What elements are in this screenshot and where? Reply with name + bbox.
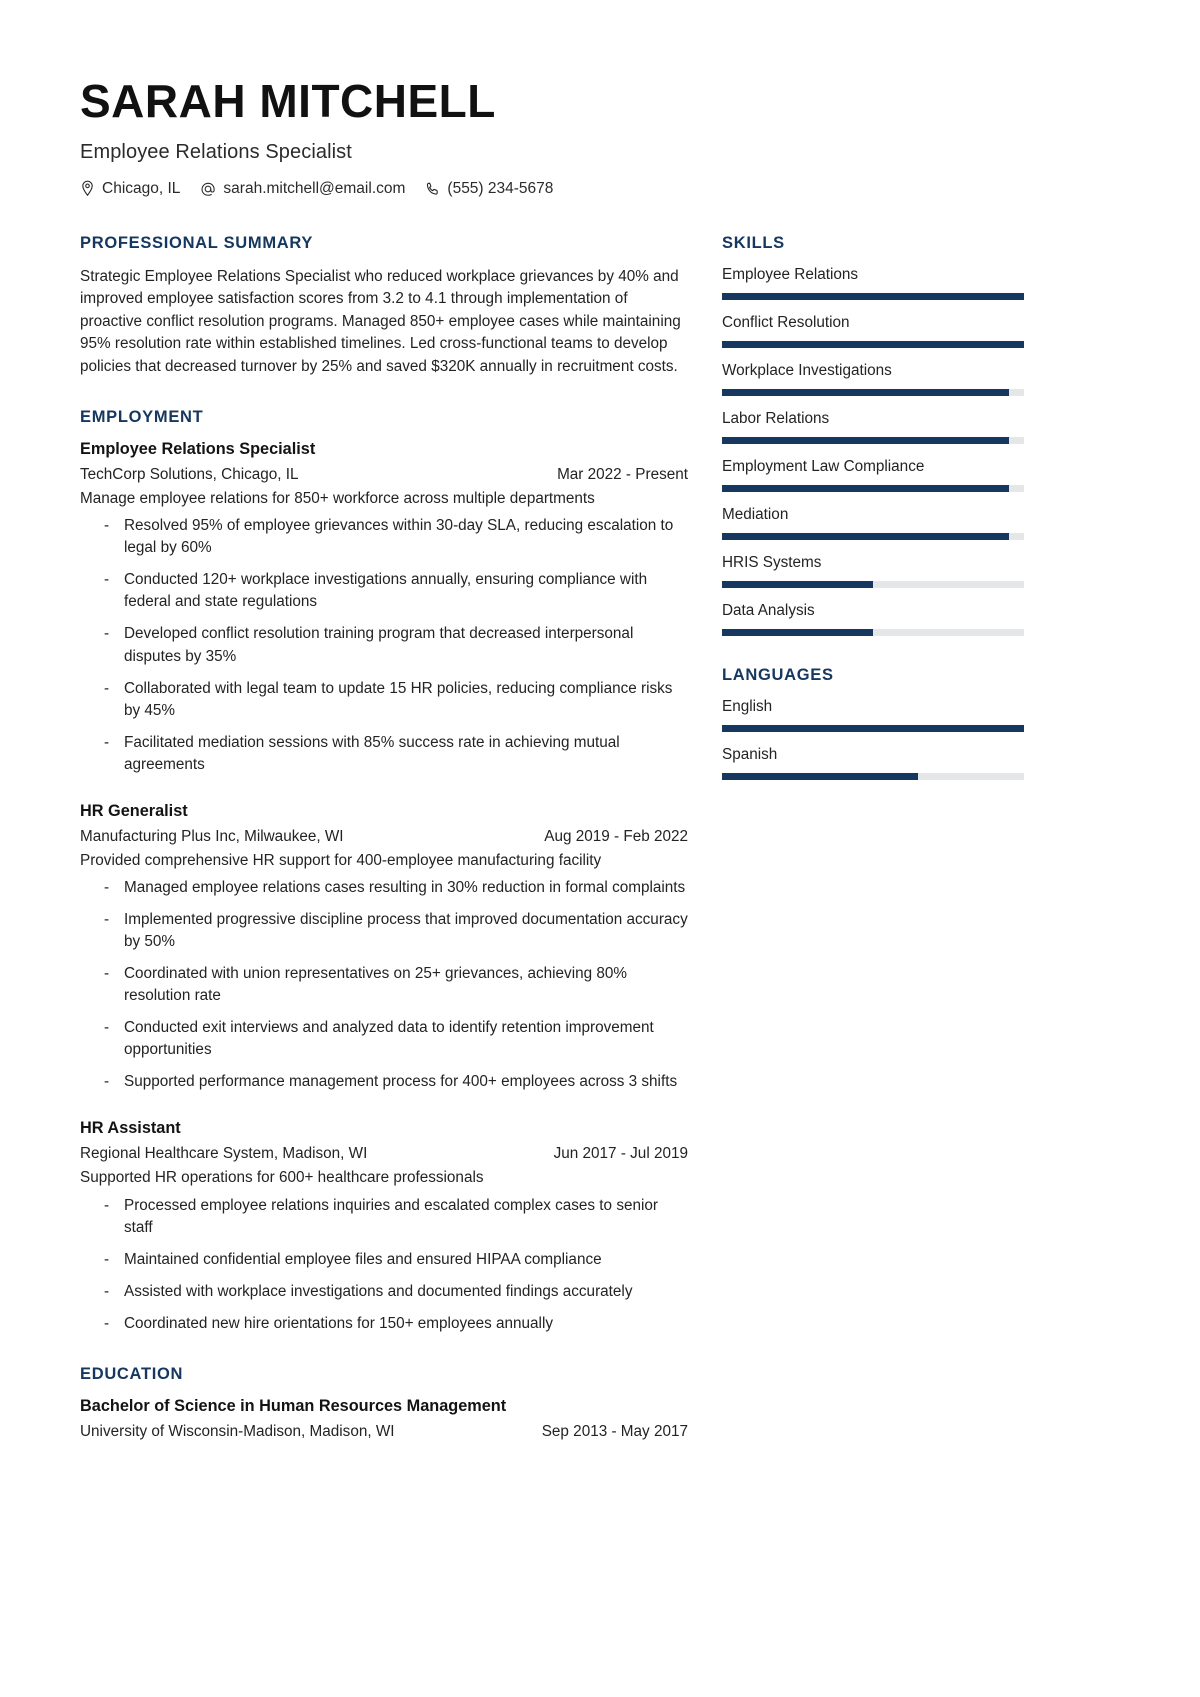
proficiency-bar-track	[722, 581, 1024, 588]
skill-item	[722, 266, 1024, 300]
section-education	[80, 1365, 688, 1441]
job-meta	[80, 466, 688, 484]
proficiency-bar-track	[722, 341, 1024, 348]
proficiency-bar-track	[722, 629, 1024, 636]
job-company: Manufacturing Plus Inc, Milwaukee, WI	[80, 827, 344, 845]
job-description: Supported HR operations for 600+ healthcare professionals	[80, 1169, 484, 1187]
proficiency-bar-fill	[722, 581, 873, 588]
job-bullet: - Managed employee relations cases resulting in 30% reduction in formal complaints	[104, 877, 688, 899]
job-description: Provided comprehensive HR support for 400-employee manufacturing facility	[80, 851, 602, 869]
contact-email-text: sarah.mitchell@email.com	[223, 179, 406, 197]
resume-header	[80, 76, 1122, 198]
at-sign-icon	[200, 181, 216, 197]
education-entry	[80, 1397, 688, 1441]
employment-entry	[80, 802, 688, 1094]
proficiency-bar-fill	[722, 533, 1009, 540]
job-dates: Jun 2017 - Jul 2019	[553, 1145, 688, 1163]
job-description: Manage employee relations for 850+ workforce across multiple departments	[80, 490, 595, 508]
skill-item	[722, 458, 1024, 492]
job-bullet: - Facilitated mediation sessions with 85% success rate in achieving mutual agreements	[104, 732, 688, 776]
skill-item	[722, 410, 1024, 444]
proficiency-bar-fill	[722, 389, 1009, 396]
job-role: Employee Relations Specialist	[80, 440, 316, 459]
job-company: TechCorp Solutions, Chicago, IL	[80, 466, 299, 484]
contact-email	[200, 180, 405, 198]
education-degree: Bachelor of Science in Human Resources Management	[80, 1396, 507, 1415]
language-item	[722, 746, 1024, 780]
employment-heading: EMPLOYMENT	[80, 408, 204, 427]
section-languages	[722, 666, 1024, 780]
proficiency-bar-fill	[722, 629, 873, 636]
proficiency-bar-track	[722, 293, 1024, 300]
proficiency-bar-fill	[722, 773, 918, 780]
main-column	[80, 234, 688, 1441]
location-pin-icon	[80, 180, 95, 197]
skill-label: HRIS Systems	[722, 553, 822, 571]
proficiency-bar-fill	[722, 725, 1024, 732]
skill-item	[722, 602, 1024, 636]
skills-list	[722, 266, 1024, 636]
job-meta	[80, 828, 688, 846]
skill-item	[722, 362, 1024, 396]
job-role: HR Assistant	[80, 1119, 181, 1138]
proficiency-bar-track	[722, 773, 1024, 780]
skill-item	[722, 554, 1024, 588]
skills-heading: SKILLS	[722, 233, 785, 252]
proficiency-bar-fill	[722, 437, 1009, 444]
proficiency-bar-track	[722, 485, 1024, 492]
job-bullet: - Maintained confidential employee files and ensured HIPAA compliance	[104, 1249, 688, 1271]
job-bullet-list	[80, 877, 688, 1093]
employment-entry	[80, 440, 688, 776]
skill-label: Employee Relations	[722, 265, 859, 283]
education-school: University of Wisconsin-Madison, Madison, WI	[80, 1422, 395, 1440]
job-bullet: - Implemented progressive discipline process that improved documentation accuracy by 50%	[104, 909, 688, 953]
job-dates: Aug 2019 - Feb 2022	[544, 827, 688, 845]
employment-list	[80, 440, 688, 1335]
language-label: English	[722, 697, 773, 715]
resume-body	[80, 234, 1122, 1441]
job-bullet: - Conducted 120+ workplace investigations annually, ensuring compliance with federal and state regulations	[104, 569, 688, 613]
section-employment	[80, 408, 688, 1335]
skill-label: Workplace Investigations	[722, 361, 892, 379]
candidate-title: Employee Relations Specialist	[80, 140, 352, 163]
contact-phone	[425, 180, 553, 198]
language-label: Spanish	[722, 745, 778, 763]
job-bullet-list	[80, 1195, 688, 1335]
job-bullet: - Developed conflict resolution training program that decreased interpersonal disputes by 35%	[104, 623, 688, 667]
summary-heading: PROFESSIONAL SUMMARY	[80, 233, 314, 252]
job-bullet: - Resolved 95% of employee grievances within 30-day SLA, reducing escalation to legal by 60%	[104, 515, 688, 559]
languages-heading: LANGUAGES	[722, 665, 834, 684]
skill-label: Conflict Resolution	[722, 313, 850, 331]
education-heading: EDUCATION	[80, 1364, 184, 1383]
skill-label: Employment Law Compliance	[722, 457, 925, 475]
skill-label: Mediation	[722, 505, 789, 523]
job-bullet: - Coordinated with union representatives on 25+ grievances, achieving 80% resolution rate	[104, 963, 688, 1007]
contact-phone-text: (555) 234-5678	[447, 179, 554, 197]
skill-label: Data Analysis	[722, 601, 815, 619]
job-bullet: - Processed employee relations inquiries and escalated complex cases to senior staff	[104, 1195, 688, 1239]
proficiency-bar-fill	[722, 485, 1009, 492]
contact-row	[80, 180, 1122, 198]
sidebar-column	[722, 234, 1024, 794]
phone-icon	[425, 181, 440, 197]
skill-label: Labor Relations	[722, 409, 830, 427]
job-role: HR Generalist	[80, 801, 188, 820]
proficiency-bar-track	[722, 437, 1024, 444]
job-bullet: - Supported performance management process for 400+ employees across 3 shifts	[104, 1071, 688, 1093]
job-dates: Mar 2022 - Present	[557, 466, 688, 484]
job-bullet: - Collaborated with legal team to update 15 HR policies, reducing compliance risks by 45%	[104, 678, 688, 722]
section-professional-summary	[80, 234, 688, 378]
proficiency-bar-fill	[722, 341, 1024, 348]
proficiency-bar-track	[722, 533, 1024, 540]
job-bullet: - Coordinated new hire orientations for 150+ employees annually	[104, 1313, 688, 1335]
job-meta	[80, 1145, 688, 1163]
education-list	[80, 1397, 688, 1441]
skill-item	[722, 506, 1024, 540]
languages-list	[722, 698, 1024, 780]
proficiency-bar-fill	[722, 293, 1024, 300]
contact-location	[80, 180, 180, 198]
job-company: Regional Healthcare System, Madison, WI	[80, 1145, 368, 1163]
employment-entry	[80, 1119, 688, 1334]
education-dates: Sep 2013 - May 2017	[541, 1422, 688, 1440]
proficiency-bar-track	[722, 725, 1024, 732]
contact-location-text: Chicago, IL	[102, 179, 181, 197]
job-bullet: - Conducted exit interviews and analyzed data to identify retention improvement opportunities	[104, 1017, 688, 1061]
language-item	[722, 698, 1024, 732]
job-bullet: - Assisted with workplace investigations and documented findings accurately	[104, 1281, 688, 1303]
skill-item	[722, 314, 1024, 348]
proficiency-bar-track	[722, 389, 1024, 396]
job-bullet-list	[80, 515, 688, 775]
candidate-name: SARAH MITCHELL	[80, 75, 496, 127]
summary-text: Strategic Employee Relations Specialist who reduced workplace grievances by 40% and improved employee satisfaction scores from 3.2 to 4.1 through implementation of proactive conflict resolution programs. Managed 850+ employee cases while maintaining 95% resolution rate within established timelines. Led cross-functional teams to develop policies that decreased turnover by 25% and saved $320K annually in recruitment costs.	[80, 267, 681, 375]
section-skills	[722, 234, 1024, 636]
education-meta	[80, 1423, 688, 1441]
